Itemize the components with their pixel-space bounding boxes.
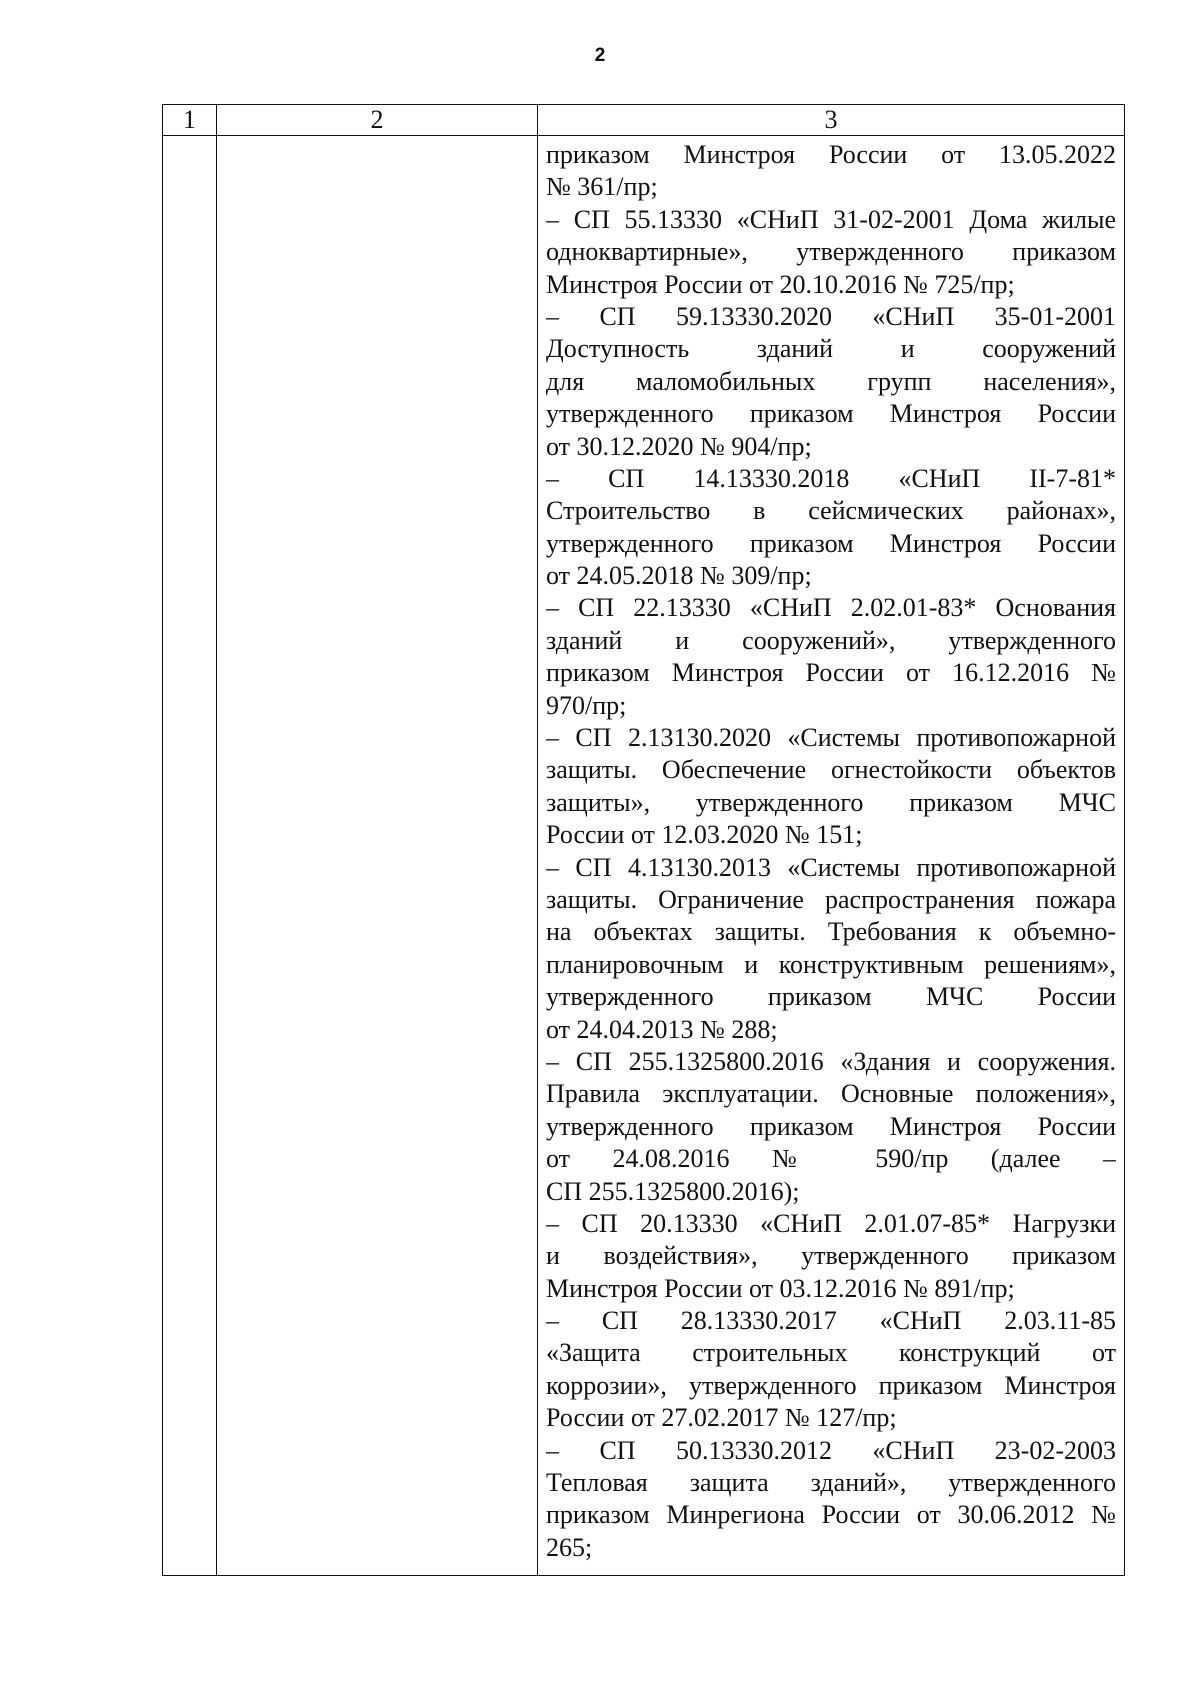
text-line: Правила эксплуатации. Основные положения», <box>546 1079 1116 1109</box>
table-header-row <box>163 105 1125 136</box>
text-line: от 30.12.2020 № 904/пр; <box>546 431 812 461</box>
header-cell-1: 1 <box>163 105 217 136</box>
header-cell-3: 3 <box>538 105 1125 136</box>
text-line: Минстроя России от 03.12.2016 № 891/пр; <box>546 1273 1015 1303</box>
text-line: – СП 50.13330.2012 «СНиП 23-02-2003 <box>546 1435 1116 1465</box>
text-line: 265; <box>546 1532 593 1562</box>
text-line: утвержденного приказом Минстроя России <box>546 528 1116 558</box>
header-cell-2: 2 <box>217 105 538 136</box>
text-line: «Защита строительных конструкций от <box>546 1338 1116 1368</box>
text-line: для маломобильных групп населения», <box>546 366 1116 396</box>
text-line: – СП 255.1325800.2016 «Здания и сооружения. <box>546 1046 1116 1076</box>
text-line: России от 12.03.2020 № 151; <box>546 820 863 850</box>
text-line: утвержденного приказом Минстроя России <box>546 399 1116 429</box>
text-line: – СП 28.13330.2017 «СНиП 2.03.11-85 <box>546 1306 1116 1336</box>
cell-number <box>163 136 217 1576</box>
text-line: Доступность зданий и сооружений <box>546 334 1116 364</box>
text-line: Строительство в сейсмических районах», <box>546 496 1116 526</box>
text-line: защиты. Ограничение распространения пожара <box>546 884 1116 914</box>
text-line: № 361/пр; <box>546 172 658 202</box>
text-line: утвержденного приказом Минстроя России <box>546 1111 1116 1141</box>
text-line: 970/пр; <box>546 690 627 720</box>
text-line: приказом Минстроя России от 13.05.2022 <box>546 140 1116 169</box>
text-line: – СП 20.13330 «СНиП 2.01.07-85* Нагрузки <box>546 1208 1116 1238</box>
text-line: одноквартирные», утвержденного приказом <box>546 237 1116 267</box>
text-line: Минстроя России от 20.10.2016 № 725/пр; <box>546 269 1015 299</box>
text-line: – СП 59.13330.2020 «СНиП 35-01-2001 <box>546 301 1116 331</box>
text-line: планировочным и конструктивным решениям», <box>546 949 1116 979</box>
text-line: от 24.08.2016 № 590/пр (далее – <box>546 1144 1116 1174</box>
text-line: России от 27.02.2017 № 127/пр; <box>546 1403 897 1433</box>
cell-requirements <box>538 136 1125 1576</box>
norms-table <box>162 104 1125 1576</box>
text-line: приказом Минстроя России от 16.12.2016 № <box>546 658 1116 688</box>
text-line: защиты. Обеспечение огнестойкости объектов <box>546 755 1116 785</box>
table-row <box>163 136 1125 1576</box>
text-line: СП 255.1325800.2016); <box>546 1176 800 1206</box>
text-line: от 24.04.2013 № 288; <box>546 1014 778 1044</box>
text-line: от 24.05.2018 № 309/пр; <box>546 561 812 591</box>
text-line: приказом Минрегиона России от 30.06.2012 № <box>546 1500 1116 1530</box>
text-line: – СП 55.13330 «СНиП 31-02-2001 Дома жилые <box>546 204 1116 234</box>
requirements-text <box>538 136 1124 1564</box>
text-line: утвержденного приказом МЧС России <box>546 982 1116 1012</box>
text-line: – СП 2.13130.2020 «Системы противопожарной <box>546 723 1116 753</box>
text-line: – СП 14.13330.2018 «СНиП II-7-81* <box>546 463 1116 493</box>
text-line: защиты», утвержденного приказом МЧС <box>546 787 1116 817</box>
cell-name <box>217 136 538 1576</box>
text-line: – СП 4.13130.2013 «Системы противопожарной <box>546 852 1116 882</box>
text-line: на объектах защиты. Требования к объемно- <box>546 917 1116 947</box>
text-line: коррозии», утвержденного приказом Минстроя <box>546 1370 1116 1400</box>
text-line: Тепловая защита зданий», утвержденного <box>546 1468 1116 1498</box>
text-line: – СП 22.13330 «СНиП 2.02.01-83* Основания <box>546 593 1116 623</box>
text-line: и воздействия», утвержденного приказом <box>546 1241 1116 1271</box>
page-number: 2 <box>594 45 606 66</box>
text-line: зданий и сооружений», утвержденного <box>546 625 1116 655</box>
